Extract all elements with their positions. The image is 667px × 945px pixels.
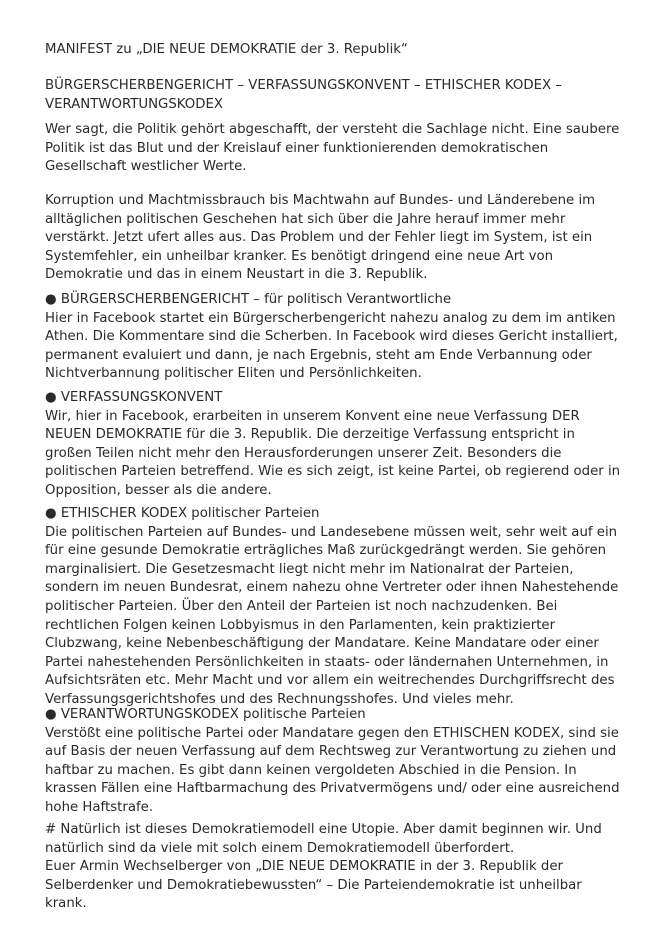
text-line: ● VERANTWORTUNGSKODEX politische Parteien	[45, 707, 366, 722]
title-line: MANIFEST zu „DIE NEUE DEMOKRATIE der 3. Republik“	[45, 42, 408, 57]
text-line: Demokratie und das in einem Neustart in die 3. Republik.	[45, 267, 428, 283]
text-line: BÜRGERSCHERBENGERICHT – VERFASSUNGSKONVENT – ETHISCHER KODEX –	[45, 78, 562, 93]
text-line: Selberdenker und Demokratiebewussten“ – Die Parteiendemokratie ist unheilbar	[45, 877, 582, 893]
text-line: Politik ist das Blut und der Kreislauf einer funktionierenden demokratischen	[45, 140, 549, 156]
section-verantwortungskodex	[45, 706, 643, 818]
text-line: VERANTWORTUNGSKODEX	[45, 96, 224, 112]
text-line: # Natürlich ist dieses Demokratiemodell eine Utopie. Aber damit beginnen wir. Und	[45, 822, 602, 837]
text-line: Euer Armin Wechselberger von „DIE NEUE DEMOKRATIE in der 3. Republik der	[45, 859, 564, 875]
text-line: krank.	[45, 896, 87, 912]
text-line: ● BÜRGERSCHERBENGERICHT – für politisch Verantwortliche	[45, 292, 452, 307]
text-line: Korruption und Machtmissbrauch bis Machtwahn auf Bundes- und Länderebene im	[45, 193, 596, 208]
text-line: Athen. Die Kommentare sind die Scherben. In Facebook wird dieses Gericht installiert,	[45, 329, 618, 345]
text-line: Verfassungsgerichtshofes und des Rechnungsshofes. Und vieles mehr.	[45, 691, 514, 707]
text-line: politischen Parteien betreffend. Wie es sich zeigt, ist keine Partei, ob regierend oder in	[45, 464, 621, 480]
text-line: Verstößt eine politische Partei oder Mandatare gegen den ETHISCHEN KODEX, sind sie	[45, 725, 619, 741]
text-line: sondern im neuen Bundesrat, einem nahezu ohne Vertreter oder ihnen Nahestehende	[45, 580, 619, 596]
section-buergerscherbengericht	[45, 291, 643, 384]
intro-paragraph	[45, 121, 643, 177]
text-line: ● VERFASSUNGSKONVENT	[45, 390, 223, 405]
text-line: Wir, hier in Facebook, erarbeiten in unserem Konvent eine neue Verfassung DER	[45, 408, 580, 424]
text-line: haftbar zu machen. Es gibt dann keinen vergoldeten Abschied in die Pension. In	[45, 762, 577, 778]
problem-paragraph	[45, 192, 643, 285]
text-line: Hier in Facebook startet ein Bürgerscherbengericht nahezu analog zu dem im antiken	[45, 310, 616, 326]
text-line: Wer sagt, die Politik gehört abgeschafft, der versteht die Sachlage nicht. Eine saubere	[45, 122, 620, 137]
text-line: verstärkt. Jetzt ufert alles aus. Das Problem und der Fehler liegt im System, ist ein	[45, 230, 593, 246]
text-line: für eine gesunde Demokratie erträgliches Maß zurückgedrängt werden. Sie gehören	[45, 543, 607, 559]
text-line: hohe Haftstrafe.	[45, 799, 154, 815]
section-ethischer-kodex	[45, 505, 643, 710]
text-line: krassen Fällen eine Haftbarmachung des Privatvermögens und/ oder eine ausreichend	[45, 781, 620, 797]
text-line: Gesellschaft westlicher Werte.	[45, 159, 247, 175]
text-line: auf Basis der neuen Verfassung auf dem Rechtsweg zur Verantwortung zu ziehen und	[45, 744, 617, 760]
text-line: großen Teilen nicht mehr den Herausforderungen unserer Zeit. Besonders die	[45, 445, 562, 461]
text-line: natürlich sind da viele mit solch einem Demokratiemodell überfordert.	[45, 840, 515, 856]
text-line: politischer Parteien. Über den Anteil der Parteien ist noch nachzudenken. Bei	[45, 598, 558, 614]
text-line: Opposition, besser als die andere.	[45, 482, 272, 498]
section-verfassungskonvent	[45, 389, 643, 501]
document-subtitle	[45, 77, 643, 114]
text-line: rechtlichen Folgen keinen Lobbyismus in den Parlamenten, kein praktizierter	[45, 617, 556, 633]
text-line: Nichtverbannung politischer Eliten und Persönlichkeiten.	[45, 366, 422, 382]
text-line: ● ETHISCHER KODEX politischer Parteien	[45, 506, 320, 521]
text-line: Aufsichtsräten etc. Mehr Macht und vor allem ein weitrechendes Durchgriffsrecht des	[45, 673, 615, 689]
document-title	[45, 41, 643, 60]
text-line: alltäglichen politischen Geschehen hat sich über die Jahre herauf immer mehr	[45, 211, 566, 227]
text-line: marginalisiert. Die Gesetzesmacht liegt nicht mehr im Nationalrat der Parteien,	[45, 561, 574, 577]
text-line: Partei nahestehenden Persönlichkeiten in staats- oder ländernahen Unternehmen, in	[45, 654, 609, 670]
text-line: Die politischen Parteien auf Bundes- und Landesebene müssen weit, sehr weit auf ein	[45, 524, 618, 540]
text-line: Systemfehler, ein unheilbar kranker. Es benötigt dringend eine neue Art von	[45, 248, 554, 264]
text-line: NEUEN DEMOKRATIE für die 3. Republik. Die derzeitige Verfassung entspricht in	[45, 427, 575, 443]
text-line: permanent evaluiert und dann, je nach Ergebnis, steht am Ende Verbannung oder	[45, 347, 592, 363]
text-line: Clubzwang, keine Nebenbeschäftigung der Mandatare. Keine Mandatare oder einer	[45, 636, 599, 652]
closing-paragraph	[45, 821, 643, 914]
